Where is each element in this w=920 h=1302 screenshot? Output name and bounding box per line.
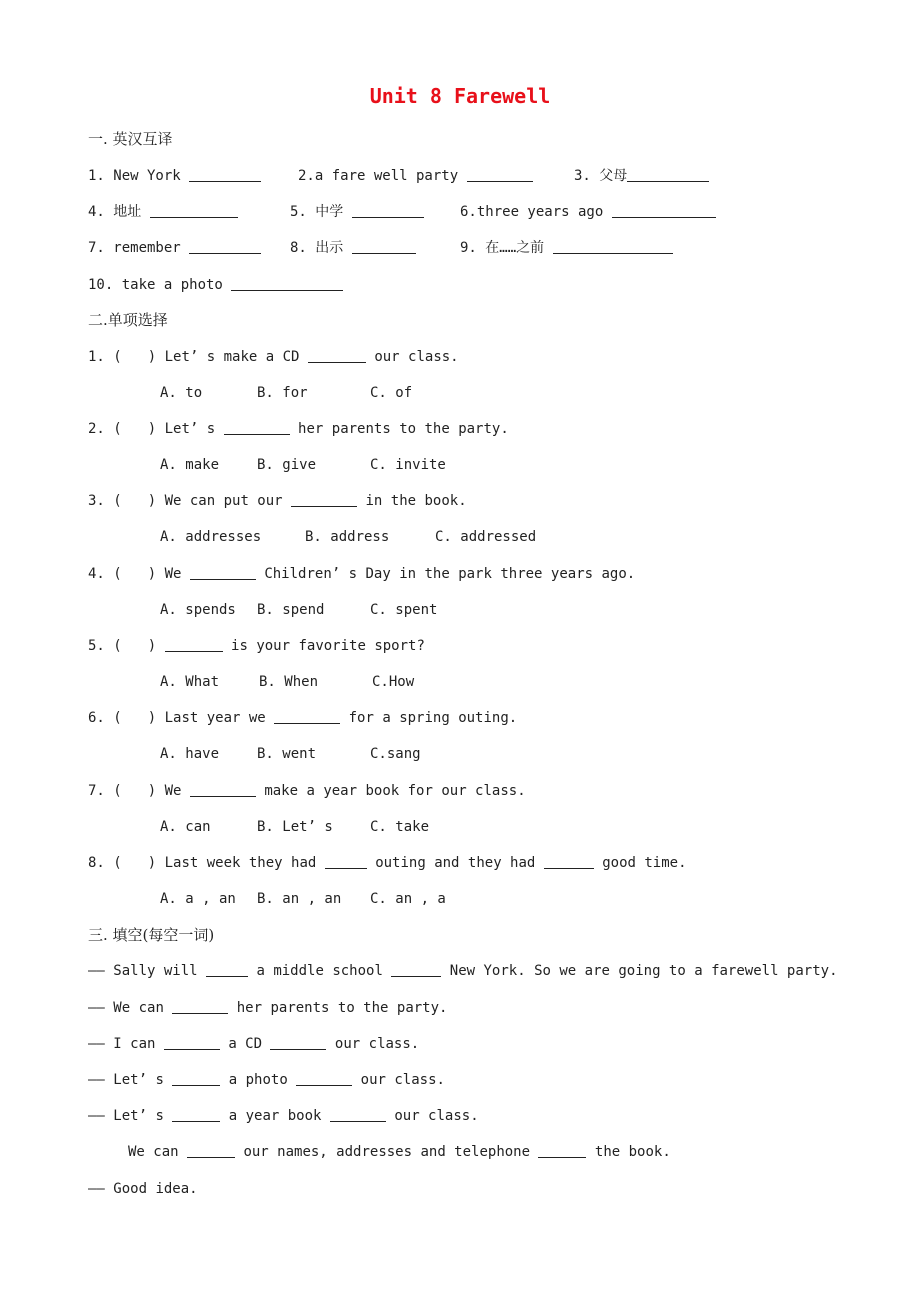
option-b[interactable]: B. When [259,674,319,690]
answer-blank[interactable] [189,239,261,254]
question-number: 2. ( [88,421,122,437]
line-text: a CD [228,1036,263,1052]
bracket-close: ) [147,783,157,799]
translation-item-3 [574,167,709,185]
question-text: Last week they had [164,855,317,871]
line-text: our names, addresses and telephone [243,1144,531,1160]
answer-slot[interactable] [122,855,148,869]
answer-slot[interactable] [122,349,148,363]
choice-question-7 [88,782,526,800]
question-text: in the book. [365,493,467,509]
translation-item-2 [298,167,533,185]
answer-blank[interactable] [308,348,366,363]
question-number: 8. ( [88,855,122,871]
choice-question-4 [88,565,635,583]
dash: —— [88,963,105,979]
question-number: 3. ( [88,493,122,509]
line-text: her parents to the party. [236,1000,448,1016]
item-text: 3. 父母 [574,168,628,184]
option-c[interactable]: C. invite [370,457,446,473]
answer-slot[interactable] [122,493,148,507]
question-text: her parents to the party. [298,421,509,437]
choice-question-1 [88,348,459,366]
answer-blank[interactable] [224,420,290,435]
option-c[interactable]: C.sang [370,746,421,762]
option-b[interactable]: B. address [305,529,390,545]
answer-blank[interactable] [553,239,673,254]
bracket-close: ) [147,493,157,509]
answer-blank[interactable] [352,239,416,254]
item-text: 7. remember [88,240,181,256]
choice-question-8 [88,854,687,872]
choice-question-6 [88,709,517,727]
answer-blank[interactable] [165,637,223,652]
answer-slot[interactable] [122,421,148,435]
item-text: 1. New York [88,168,181,184]
dialogue-line-6 [128,1143,671,1161]
line-text: Good idea. [113,1181,198,1197]
dialogue-line-2 [88,999,447,1017]
dash: —— [88,1000,105,1016]
answer-blank[interactable] [187,1143,235,1158]
option-a[interactable]: A. make [160,457,220,473]
answer-blank[interactable] [172,1071,220,1086]
line-text: New York. So we are going to a farewell party. [449,963,838,979]
bracket-close: ) [147,855,157,871]
option-a[interactable]: A. a , an [160,891,236,907]
line-text: a middle school [256,963,383,979]
line-text: a year book [228,1108,322,1124]
item-text: 10. take a photo [88,277,223,293]
question-number: 4. ( [88,566,122,582]
answer-blank[interactable] [206,962,248,977]
section3-heading: 三. 填空(每空一词) [88,926,215,944]
option-c[interactable]: C. spent [370,602,438,618]
line-text: Sally will [113,963,198,979]
dash: —— [88,1036,105,1052]
question-text: for a spring outing. [348,710,518,726]
answer-blank[interactable] [190,565,256,580]
translation-item-6 [460,203,716,221]
answer-slot[interactable] [122,638,148,652]
translation-item-7 [88,239,261,257]
option-a[interactable]: A. can [160,819,211,835]
bracket-close: ) [147,566,157,582]
answer-blank[interactable] [544,854,594,869]
option-c[interactable]: C. take [370,819,430,835]
section2-heading: 二.单项选择 [88,311,168,329]
option-c[interactable]: C.How [372,674,415,690]
option-a[interactable]: A. spends [160,602,236,618]
answer-slot[interactable] [122,783,148,797]
dialogue-line-1 [88,962,838,980]
translation-item-5 [290,203,424,221]
answer-blank[interactable] [274,709,340,724]
option-a[interactable]: A. have [160,746,220,762]
option-b[interactable]: B. went [257,746,317,762]
line-text: the book. [594,1144,671,1160]
translation-item-8 [290,239,416,257]
line-text: Let’ s [113,1072,164,1088]
question-text: We can put our [164,493,283,509]
dialogue-line-7 [88,1180,198,1198]
answer-blank[interactable] [189,167,261,182]
question-text: Children’ s Day in the park three years ago. [264,566,636,582]
dash: —— [88,1072,105,1088]
option-b[interactable]: B. for [257,385,308,401]
answer-blank[interactable] [330,1107,386,1122]
answer-blank[interactable] [296,1071,352,1086]
option-a[interactable]: A. addresses [160,529,262,545]
question-text: outing and they had [375,855,536,871]
dialogue-line-3 [88,1035,419,1053]
translation-item-4 [88,203,238,221]
line-text: I can [113,1036,156,1052]
bracket-close: ) [147,421,157,437]
question-text: Let’ s make a CD [164,349,300,365]
option-c[interactable]: C. an , a [370,891,446,907]
question-text: We [164,783,182,799]
answer-blank[interactable] [190,782,256,797]
answer-blank[interactable] [627,167,709,182]
choice-question-2 [88,420,509,438]
option-a[interactable]: A. to [160,385,203,401]
answer-blank[interactable] [150,203,238,218]
answer-blank[interactable] [612,203,716,218]
line-text: Let’ s [113,1108,164,1124]
answer-slot[interactable] [122,710,148,724]
question-text: our class. [374,349,459,365]
choice-question-5 [88,637,425,655]
option-b[interactable]: B. an , an [257,891,342,907]
translation-item-9 [460,239,673,257]
item-text: 2.a fare well party [298,168,459,184]
dash: —— [88,1181,105,1197]
line-text: our class. [334,1036,420,1052]
option-b[interactable]: B. give [257,457,317,473]
question-number: 6. ( [88,710,122,726]
bracket-close: ) [147,710,157,726]
answer-slot[interactable] [122,566,148,580]
item-text: 5. 中学 [290,204,344,220]
answer-blank[interactable] [164,1035,220,1050]
bracket-close: ) [147,349,157,365]
answer-blank[interactable] [325,854,367,869]
question-text: is your favorite sport? [231,638,425,654]
answer-blank[interactable] [467,167,533,182]
choice-question-3 [88,492,467,510]
dialogue-line-4 [88,1071,445,1089]
section1-heading: 一. 英汉互译 [88,130,173,148]
option-b[interactable]: B. Let’ s [257,819,333,835]
line-text: our class. [394,1108,479,1124]
line-text: our class. [360,1072,445,1088]
dash: —— [88,1108,105,1124]
option-c[interactable]: C. addressed [435,529,537,545]
item-text: 8. 出示 [290,240,344,256]
option-c[interactable]: C. of [370,385,413,401]
question-number: 1. ( [88,349,122,365]
page-title: Unit 8 Farewell [369,84,551,108]
answer-blank[interactable] [291,492,357,507]
line-text: We can [128,1144,179,1160]
answer-blank[interactable] [352,203,424,218]
answer-blank[interactable] [270,1035,326,1050]
item-text: 4. 地址 [88,204,142,220]
item-text: 6.three years ago [460,204,604,220]
question-text: Last year we [164,710,266,726]
question-number: 5. ( [88,638,122,654]
translation-item-1 [88,167,261,185]
line-text: We can [113,1000,164,1016]
question-text: make a year book for our class. [264,783,526,799]
dialogue-line-5 [88,1107,479,1125]
question-text: We [164,566,182,582]
option-a[interactable]: A. What [160,674,220,690]
answer-blank[interactable] [391,962,441,977]
question-number: 7. ( [88,783,122,799]
translation-item-10 [88,276,343,294]
answer-blank[interactable] [231,276,343,291]
option-b[interactable]: B. spend [257,602,325,618]
question-text: Let’ s [164,421,216,437]
question-text: good time. [602,855,687,871]
answer-blank[interactable] [172,1107,220,1122]
bracket-close: ) [147,638,157,654]
item-text: 9. 在……之前 [460,240,545,256]
line-text: a photo [228,1072,288,1088]
answer-blank[interactable] [172,999,228,1014]
answer-blank[interactable] [538,1143,586,1158]
